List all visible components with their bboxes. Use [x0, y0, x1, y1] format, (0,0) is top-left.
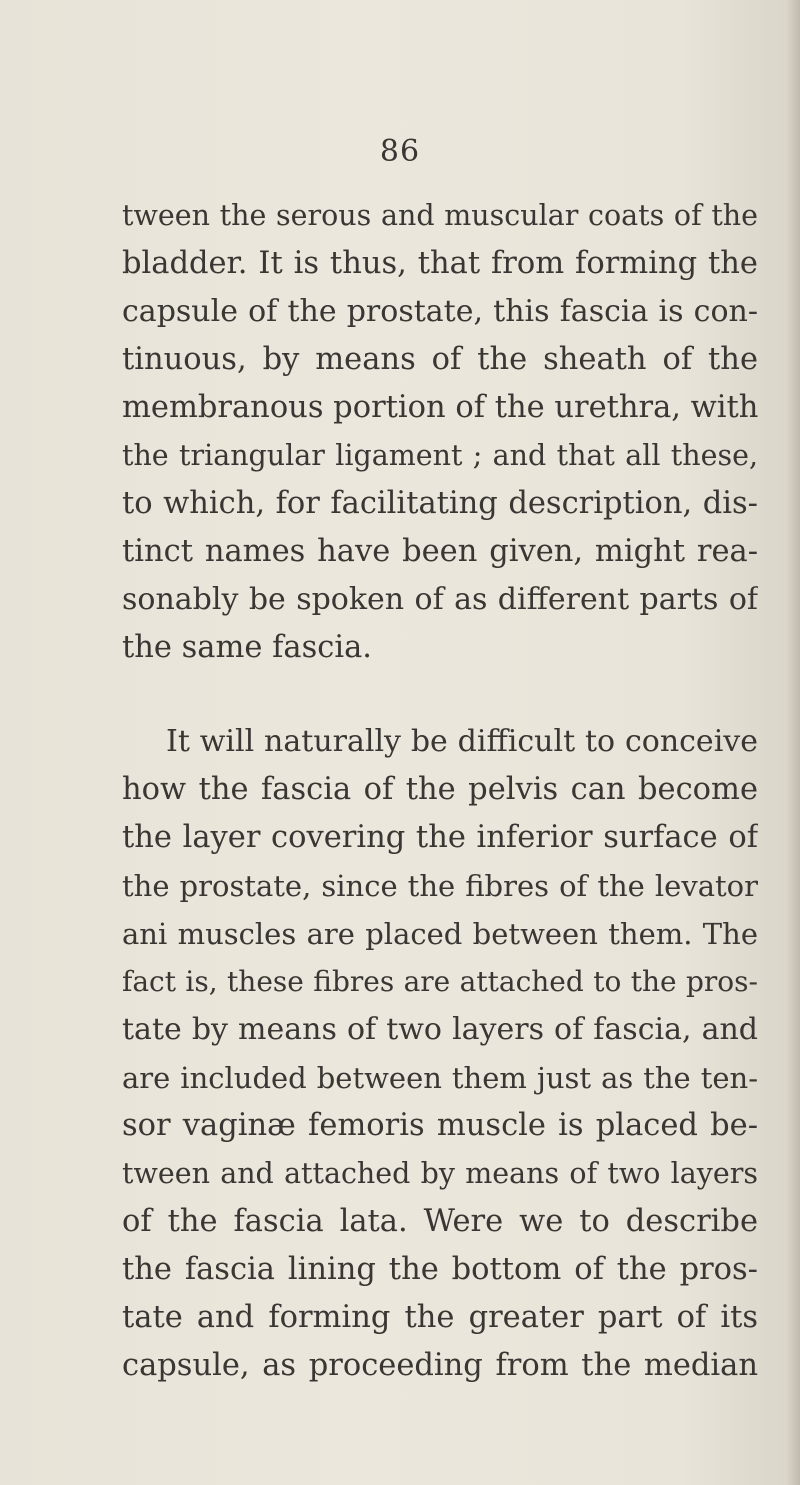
- text-line: how the fascia of the pelvis can become: [122, 772, 758, 807]
- text-line: to which, for facilitating description, dis-: [122, 486, 758, 521]
- text-line: the fascia lining the bottom of the pros-: [122, 1252, 758, 1287]
- page-number: 86: [379, 134, 421, 169]
- text-line: are included between them just as the ten-: [122, 1061, 758, 1095]
- text-line: of the fascia lata. Were we to describe: [122, 1204, 758, 1239]
- text-line: tinct names have been given, might rea-: [122, 534, 758, 569]
- text-line: membranous portion of the urethra, with: [122, 390, 758, 425]
- text-line: the triangular ligament ; and that all these,: [122, 439, 758, 472]
- text-line: the layer covering the inferior surface of: [122, 820, 758, 855]
- text-line: capsule, as proceeding from the median: [122, 1348, 758, 1383]
- text-line: It will naturally be difficult to conceive: [166, 724, 758, 759]
- text-line: the prostate, since the fibres of the levator: [122, 869, 758, 903]
- text-line: tween and attached by means of two layers: [122, 1157, 758, 1190]
- text-line: tinuous, by means of the sheath of the: [122, 342, 758, 377]
- text-line: fact is, these fibres are attached to the pros-: [122, 965, 758, 998]
- text-line: the same fascia.: [122, 630, 372, 665]
- text-line: tate by means of two layers of fascia, and: [122, 1012, 758, 1047]
- text-line: capsule of the prostate, this fascia is con-: [122, 294, 758, 329]
- text-line: sor vaginæ femoris muscle is placed be-: [122, 1108, 758, 1143]
- text-line: sonably be spoken of as different parts of: [122, 582, 758, 617]
- page-edge-shadow: [786, 0, 800, 1485]
- text-line: bladder. It is thus, that from forming the: [122, 246, 758, 281]
- text-line: tween the serous and muscular coats of the: [122, 199, 758, 232]
- text-line: tate and forming the greater part of its: [122, 1300, 758, 1335]
- text-line: ani muscles are placed between them. The: [122, 917, 758, 951]
